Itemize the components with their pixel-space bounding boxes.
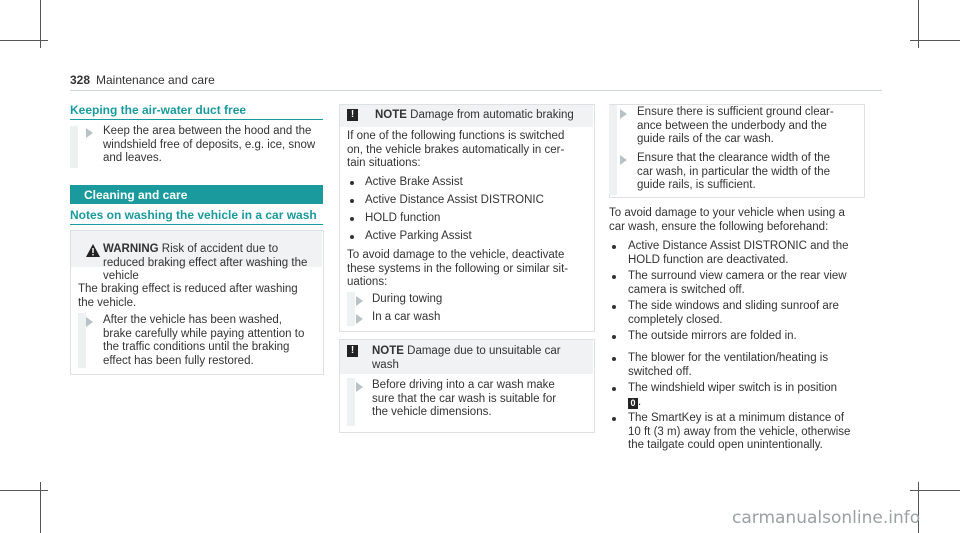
step-bar [78,313,86,368]
warning-triangle-icon [86,244,100,257]
list-item: The windshield wiper switch is in position 0 . [628,382,838,408]
step-text: After the vehicle has been washed, brake carefully while paying attention to the traffic conditions until the braking effect has been fully restored. [103,314,305,367]
step-arrow-icon [356,296,363,306]
note-title: NOTE Damage due to unsuitable car wash [372,345,561,371]
crop-mark [910,40,960,41]
step-arrow-icon [356,314,363,324]
list-item: The side windows and sliding sunroof are completely closed. [628,300,839,326]
list-item: Active Distance Assist DISTRONIC and the HOLD function are deactivated. [628,240,849,266]
crop-mark [0,490,48,491]
heading-air-water-duct: Keeping the air-water duct free [70,103,247,117]
list-item: The SmartKey is at a minimum distance of 10 ft (3 m) away from the vehicle, otherwise the tailgate could open unintentionally. [628,412,851,451]
step-bar [347,292,355,326]
bullet [612,417,616,421]
step-arrow-icon [620,109,627,119]
bullet [350,235,354,239]
step-arrow-icon [86,128,93,138]
page-number: 328 [70,73,91,87]
step-arrow-icon [620,155,627,165]
bullet [612,275,616,279]
bullet [612,335,616,339]
step-text: Before driving into a car wash make sure that the car wash is suitable for the vehicle dimensions. [372,379,557,418]
section-title: Maintenance and care [96,73,215,87]
note-title: NOTE Damage from automatic braking [375,109,574,121]
header-rule [70,90,882,91]
bullet [612,305,616,309]
step-bar [70,126,78,168]
step-text: Ensure that the clearance width of the car wash, in particular the width of the guide rails, is sufficient. [637,152,831,191]
bullet [350,199,354,203]
note-icon: ! [347,345,358,357]
list-item: HOLD function [365,212,441,224]
list-item: Active Brake Assist [365,176,463,188]
bullet [350,217,354,221]
note-after: To avoid damage to the vehicle, deactivate these systems in the following or similar sit- uations: [347,249,569,288]
step-arrow-icon [356,382,363,392]
list-item: Active Parking Assist [365,230,472,242]
note-intro: If one of the following functions is switched on, the vehicle brakes automatically in cer- tain situations: [347,130,565,169]
subheading-rule [70,224,323,225]
step-text: During towing [372,293,443,305]
intro-text: To avoid damage to your vehicle when using a car wash, ensure the following beforehand: [609,207,845,233]
note-icon: ! [347,109,358,121]
warning-text: WARNING Risk of accident due to reduced braking effect after washing the vehicle [103,243,308,282]
warning-body: The braking effect is reduced after washing the vehicle. [78,283,298,309]
bullet [612,387,616,391]
subheading-car-wash: Notes on washing the vehicle in a car wash [70,208,317,222]
step-arrow-icon [86,317,93,327]
list-item: The outside mirrors are folded in. [628,330,797,342]
section-banner: Cleaning and care [70,185,323,204]
bullet [350,181,354,185]
list-item: The blower for the ventilation/heating is switched off. [628,352,829,378]
step-bar [609,105,617,195]
wiper-position-symbol: 0 [628,398,638,409]
heading-rule [70,119,323,120]
crop-mark [0,40,48,41]
step-text: Ensure there is sufficient ground clear- ance between the underbody and the guide rails of the car wash. [637,106,834,145]
crop-mark [910,490,960,491]
step-text: Keep the area between the hood and the windshield free of deposits, e.g. ice, snow and leaves. [103,125,316,164]
step-bar [347,378,355,426]
step-text: In a car wash [372,311,441,323]
bullet [612,357,616,361]
bullet [612,245,616,249]
list-item: The surround view camera or the rear view camera is switched off. [628,270,847,296]
watermark: carmanualsonline.info [732,508,921,528]
list-item: Active Distance Assist DISTRONIC [365,194,544,206]
